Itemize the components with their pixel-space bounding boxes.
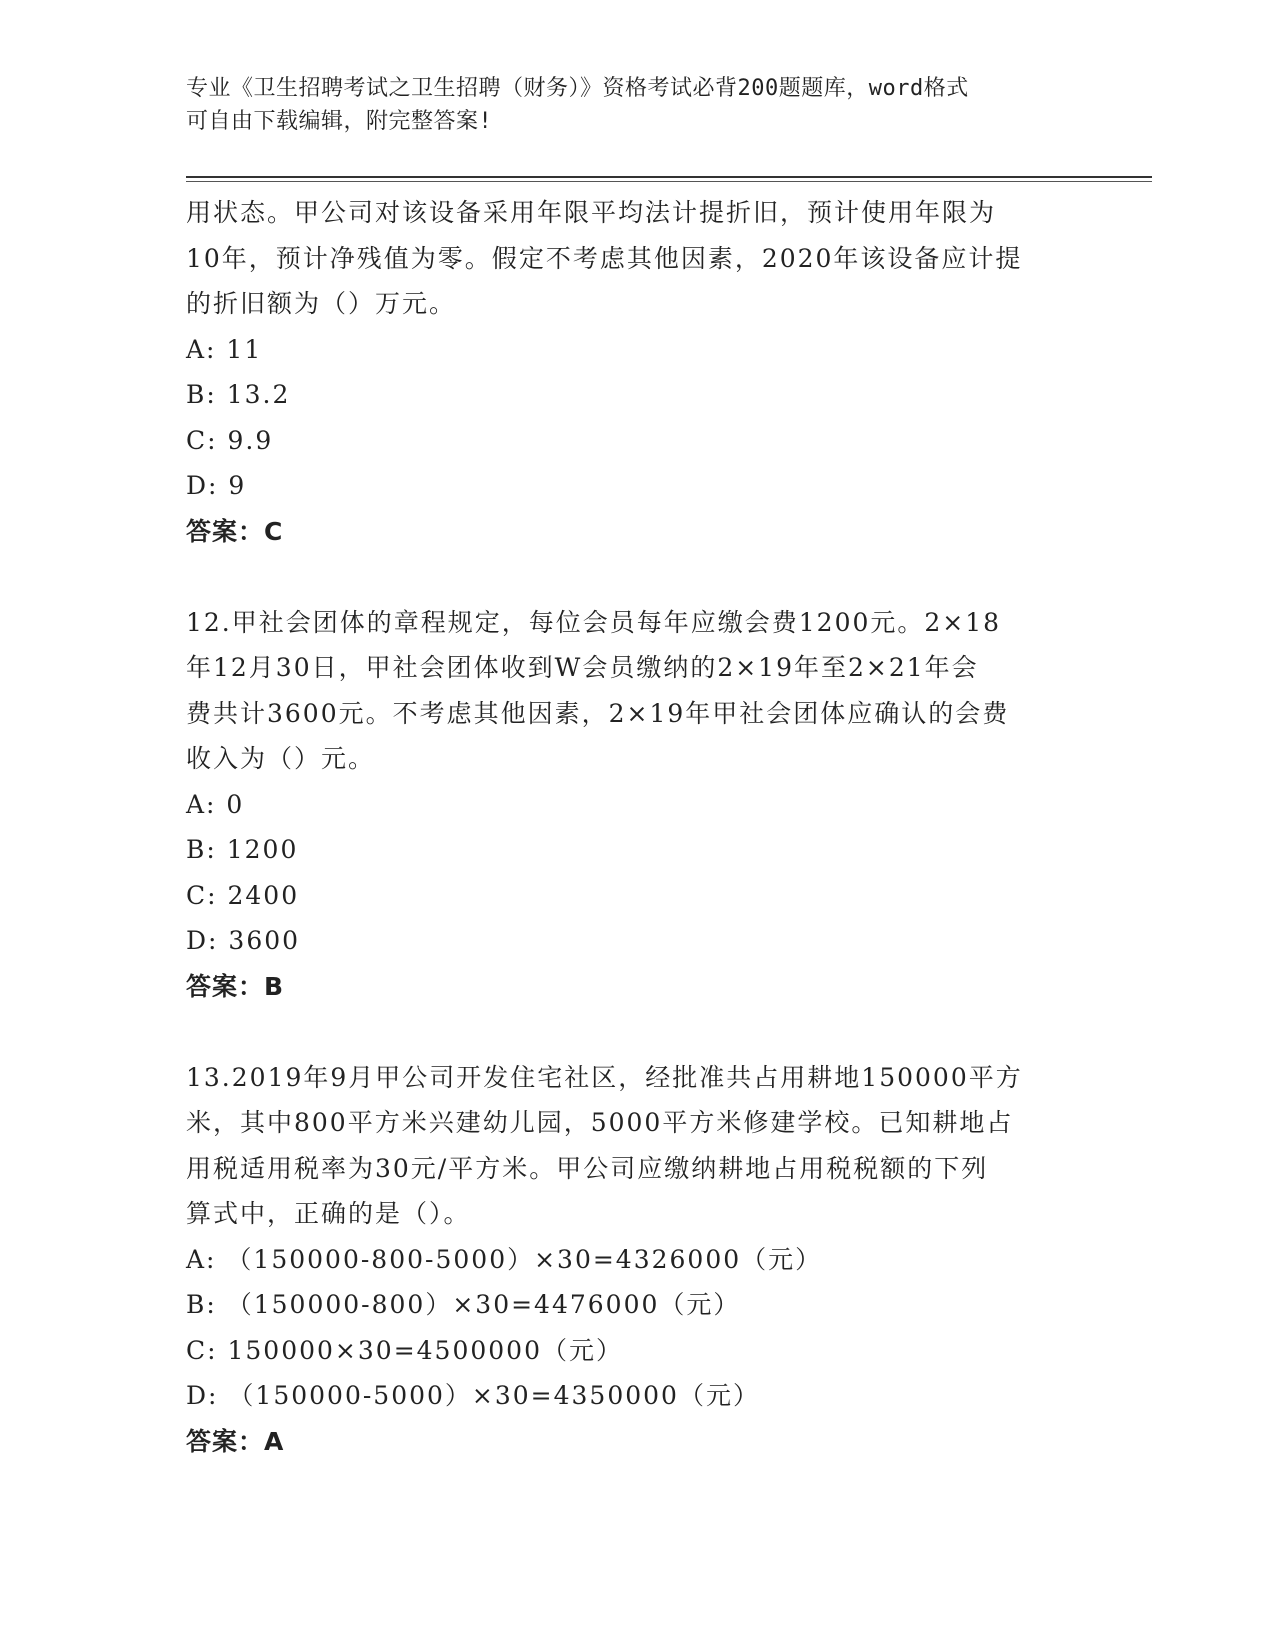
question-13	[186, 1055, 1086, 1465]
option-c: C: 2400	[186, 880, 300, 910]
option-d: D: 3600	[186, 926, 301, 955]
question-11	[186, 190, 1086, 554]
question-text-line: 的折旧额为（）万元。	[186, 289, 457, 318]
option-b: B: （150000-800）×30=4476000（元）	[186, 1290, 741, 1319]
header-divider-thick	[186, 176, 1152, 178]
answer-label: 答案：C	[186, 516, 284, 546]
header-line-1: 专业《卫生招聘考试之卫生招聘（财务）》资格考试必背200题题库，word格式	[186, 76, 969, 101]
option-c: C: 150000×30=4500000（元）	[186, 1335, 623, 1365]
document-header	[186, 72, 1086, 138]
question-text-line: 费共计3600元。不考虑其他因素，2×19年甲社会团体应确认的会费	[186, 698, 1010, 728]
option-c: C: 9.9	[186, 425, 274, 455]
question-text-line: 12.甲社会团体的章程规定，每位会员每年应缴会费1200元。2×18	[186, 607, 1002, 637]
option-b: B: 13.2	[186, 380, 291, 409]
document-body	[186, 190, 1086, 1464]
question-text-line: 10年，预计净残值为零。假定不考虑其他因素，2020年该设备应计提	[186, 243, 1023, 273]
option-a: A: 11	[186, 334, 263, 364]
question-text-line: 年12月30日，甲社会团体收到W会员缴纳的2×19年至2×21年会	[186, 653, 979, 682]
question-text-line: 算式中，正确的是（）。	[186, 1199, 471, 1228]
header-line-2: 可自由下载编辑，附完整答案!	[186, 109, 493, 134]
spacer	[186, 554, 1086, 600]
question-12	[186, 600, 1086, 1010]
option-b: B: 1200	[186, 835, 299, 864]
question-text-line: 用状态。甲公司对该设备采用年限平均法计提折旧，预计使用年限为	[186, 198, 997, 227]
spacer	[186, 1009, 1086, 1055]
question-text-line: 用税适用税率为30元/平方米。甲公司应缴纳耕地占用税税额的下列	[186, 1153, 989, 1183]
option-a: A: 0	[186, 789, 245, 819]
option-d: D: 9	[186, 471, 247, 500]
answer-label: 答案：B	[186, 971, 285, 1001]
answer-label: 答案：A	[186, 1426, 285, 1456]
question-text-line: 米，其中800平方米兴建幼儿园，5000平方米修建学校。已知耕地占	[186, 1108, 1014, 1137]
option-a: A: （150000-800-5000）×30=4326000（元）	[186, 1244, 823, 1274]
question-text-line: 13.2019年9月甲公司开发住宅社区，经批准共占用耕地150000平方	[186, 1062, 1023, 1092]
question-text-line: 收入为（）元。	[186, 744, 376, 773]
option-d: D: （150000-5000）×30=4350000（元）	[186, 1381, 760, 1410]
header-divider-thin	[186, 181, 1152, 182]
